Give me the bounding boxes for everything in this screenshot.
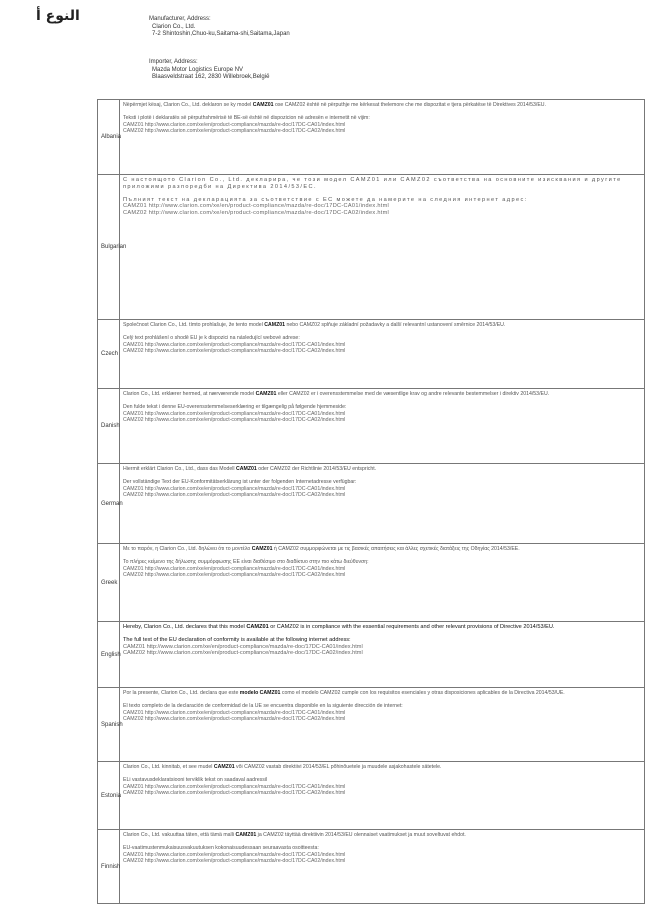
statement-text: ή CAMZ02 συμμορφώνεται με τις βασικές απαιτήσεις και άλλες σχετικές διατάξεις της Οδηγίας 2014/53/ΕΕ.: [272, 546, 520, 552]
compliance-link[interactable]: CAMZ01 http://www.clarion.com/xe/en/product-compliance/mazda/re-doc/17DC-CA01/index.html: [123, 643, 363, 650]
compliance-link[interactable]: CAMZ01 http://www.clarion.com/xe/en/product-compliance/mazda/re-doc/17DC-CA01/index.html: [123, 121, 346, 128]
compliance-link[interactable]: CAMZ02 http://www.clarion.com/xe/en/product-compliance/mazda/re-doc/17DC-CA02/index.html: [123, 650, 363, 657]
compliance-link[interactable]: CAMZ02 http://www.clarion.com/xe/en/product-compliance/mazda/re-doc/17DC-CA02/index.html: [123, 210, 390, 217]
declaration-statement: [123, 690, 641, 697]
statement-text: ja CAMZ02 täyttää direktiivin 2014/53/EU olennaiset vaatimukset ja muut soveltuvat ehdot.: [256, 832, 466, 838]
full-text-notice: Το πλήρες κείμενο της δήλωσης συμμόρφωσης ΕΕ είναι διαθέσιμο στο διαδίκτυο στην πιο κάτω διεύθυνση:: [123, 558, 369, 565]
declaration-text: [120, 389, 645, 464]
declaration-statement: [123, 466, 641, 473]
declaration-statement: [123, 102, 641, 109]
full-text-notice: El texto completo de la declaración de conformidad de la UE se encuentra disponible en la siguiente dirección de internet:: [123, 702, 403, 709]
manufacturer-address: 7-2 Shintoshin,Chuo-ku,Saitama-shi,Saitama,Japan: [152, 31, 290, 37]
model-name: CAMZ01: [213, 764, 235, 770]
compliance-link[interactable]: CAMZ01 http://www.clarion.com/xe/en/product-compliance/mazda/re-doc/17DC-CA01/index.html: [123, 485, 346, 492]
statement-text: Hiermit erklärt Clarion Co., Ltd., dass das Modell: [123, 466, 237, 472]
language-label: Estonia: [98, 762, 120, 830]
table-row: [98, 175, 645, 320]
language-label: Spanish: [98, 688, 120, 762]
full-text-notice: The full text of the EU declaration of conformity is available at the following internet address:: [123, 636, 351, 643]
full-text-notice: ELi vastavusdeklaratsiooni terviklik tekst on saadaval aadressil: [123, 776, 268, 783]
declaration-text: [120, 175, 645, 320]
declaration-statement: [123, 624, 641, 631]
declaration-text: [120, 830, 645, 904]
importer-block: [149, 59, 269, 82]
compliance-link[interactable]: CAMZ01 http://www.clarion.com/xe/en/product-compliance/mazda/re-doc/17DC-CA01/index.html: [123, 851, 346, 858]
manufacturer-heading: Manufacturer, Address:: [149, 16, 211, 22]
importer-address: Blaasveldstraat 162, 2830 Willebroek,België: [152, 74, 270, 80]
declaration-text: [120, 762, 645, 830]
language-label: Albania: [98, 100, 120, 175]
model-name: CAMZ01: [264, 322, 286, 328]
compliance-link[interactable]: CAMZ02 http://www.clarion.com/xe/en/product-compliance/mazda/re-doc/17DC-CA02/index.html: [123, 128, 346, 135]
manufacturer-name: Clarion Co., Ltd.: [152, 23, 196, 30]
full-text-notice: Den fulde tekst i denne EU-overensstemmelseserklæring er tilgængelig på følgende hjemmeside:: [123, 403, 347, 410]
manufacturer-block: [149, 16, 290, 39]
declaration-text: [120, 622, 645, 688]
table-row: [98, 688, 645, 762]
compliance-link[interactable]: CAMZ02 http://www.clarion.com/xe/en/product-compliance/mazda/re-doc/17DC-CA02/index.html: [123, 572, 346, 579]
full-text-notice: Celý text prohlášení o shodě EU je k dispozici na následující webové adrese:: [123, 334, 300, 341]
statement-text: Clarion Co., Ltd. kinnitab, et see mudel: [123, 764, 214, 770]
declaration-text: [120, 464, 645, 544]
language-label: English: [98, 622, 120, 688]
statement-text: Clarion Co., Ltd. erklærer hermed, at nærværende model: [123, 391, 256, 397]
compliance-link[interactable]: CAMZ01 http://www.clarion.com/xe/en/product-compliance/mazda/re-doc/17DC-CA01/index.html: [123, 341, 346, 348]
compliance-link[interactable]: CAMZ02 http://www.clarion.com/xe/en/product-compliance/mazda/re-doc/17DC-CA02/index.html: [123, 790, 346, 797]
compliance-link[interactable]: CAMZ02 http://www.clarion.com/xe/en/product-compliance/mazda/re-doc/17DC-CA02/index.html: [123, 858, 346, 865]
declaration-table: [97, 99, 645, 904]
compliance-link[interactable]: CAMZ01 http://www.clarion.com/xe/en/product-compliance/mazda/re-doc/17DC-CA01/index.html: [123, 203, 390, 210]
importer-heading: Importer, Address:: [149, 59, 198, 65]
table-row: [98, 320, 645, 389]
statement-text: Με το παρόν, η Clarion Co., Ltd. δηλώνει ότι το μοντέλο: [123, 546, 252, 552]
model-name: CAMZ01: [252, 102, 274, 108]
statement-text: Hereby, Clarion Co., Ltd. declares that this model: [123, 624, 247, 630]
statement-text: С настоящото Clarion Co., Ltd. декларира, че този модел CAMZ01 или CAMZ02 съответства на основните изисквания и другите приложими разпоредби на Директива 2014/53/ЕС.: [123, 177, 622, 190]
compliance-link[interactable]: CAMZ01 http://www.clarion.com/xe/en/product-compliance/mazda/re-doc/17DC-CA01/index.html: [123, 410, 346, 417]
table-row: [98, 544, 645, 622]
declaration-text: [120, 688, 645, 762]
statement-text: Nëpërmjet kësaj, Clarion Co., Ltd. deklaron se ky model: [123, 102, 253, 108]
statement-text: eller CAMZ02 er i overensstemmelse med de væsentlige krav og andre relevante bestemmelser i direktiv 2014/53/EU.: [276, 391, 550, 397]
statement-text: como el modelo CAMZ02 cumple con los requisitos esenciales y otras disposiciones aplicables de la Directiva 2014/53/UE.: [280, 690, 565, 696]
declaration-text: [120, 544, 645, 622]
table-row: [98, 762, 645, 830]
model-name: CAMZ01: [235, 832, 257, 838]
model-name: modelo CAMZ01: [239, 690, 281, 696]
compliance-link[interactable]: CAMZ01 http://www.clarion.com/xe/en/product-compliance/mazda/re-doc/17DC-CA01/index.html: [123, 565, 346, 572]
page-title: النوع أ: [36, 8, 80, 24]
declaration-statement: [123, 546, 641, 553]
statement-text: Clarion Co., Ltd. vakuuttaa täten, että tämä malli: [123, 832, 236, 838]
statement-text: oder CAMZ02 der Richtlinie 2014/53/EU entspricht.: [256, 466, 377, 472]
full-text-notice: EU-vaatimustenmukaisuusvakuutuksen kokonaisuudessaan seuraavasta osoitteesta:: [123, 844, 319, 851]
statement-text: nebo CAMZ02 splňuje základní požadavky a další relevantní ustanovení směrnice 2014/53/EU.: [285, 322, 506, 328]
model-name: CAMZ01: [246, 624, 269, 630]
compliance-link[interactable]: CAMZ01 http://www.clarion.com/xe/en/product-compliance/mazda/re-doc/17DC-CA01/index.html: [123, 783, 346, 790]
statement-text: Por la presente, Clarion Co., Ltd. declara que este: [123, 690, 240, 696]
model-name: CAMZ01: [236, 466, 257, 472]
table-row: [98, 464, 645, 544]
full-text-notice: Пълният текст на декларацията за съответствие с ЕС можете да намерите на следния интернет адрес:: [123, 196, 528, 203]
declaration-statement: [123, 764, 641, 771]
importer-name: Mazda Motor Logistics Europe NV: [152, 66, 244, 73]
declaration-statement: [123, 832, 641, 839]
statement-text: ose CAMZ02 është në përputhje me kërkesat thelemore che me dispozitat e tjera përkatëse të Direktives 2014/53/EU.: [273, 102, 546, 108]
declaration-text: [120, 100, 645, 175]
table-row: [98, 389, 645, 464]
language-label: Greek: [98, 544, 120, 622]
full-text-notice: Der vollständige Text der EU-Konformitätserklärung ist unter der folgenden Internetadresse verfügbar:: [123, 478, 357, 485]
model-name: CAMZ01: [251, 546, 273, 552]
statement-text: Společnost Clarion Co., Ltd. tímto prohlašuje, že tento model: [123, 322, 265, 328]
full-text-notice: Teksti i plotë i deklaratës së përputhshmërisë të BE-së është në dispozicion në adresën e internetit në vijim:: [123, 114, 370, 121]
declaration-statement: [123, 177, 641, 191]
declaration-text: [120, 320, 645, 389]
language-label: Danish: [98, 389, 120, 464]
statement-text: või CAMZ02 vastab direktiivi 2014/53/EL põhinõuetele ja muudele asjakohastele sätetele.: [234, 764, 442, 770]
compliance-link[interactable]: CAMZ02 http://www.clarion.com/xe/en/product-compliance/mazda/re-doc/17DC-CA02/index.html: [123, 492, 346, 499]
language-label: Bulgarian: [98, 175, 120, 320]
statement-text: or CAMZ02 is in compliance with the essential requirements and other relevant provisions of Directive 2014/53/EU.: [268, 624, 555, 630]
declaration-statement: [123, 322, 641, 329]
compliance-link[interactable]: CAMZ02 http://www.clarion.com/xe/en/product-compliance/mazda/re-doc/17DC-CA02/index.html: [123, 348, 346, 355]
compliance-link[interactable]: CAMZ02 http://www.clarion.com/xe/en/product-compliance/mazda/re-doc/17DC-CA02/index.html: [123, 417, 346, 424]
table-row: [98, 830, 645, 904]
language-label: German: [98, 464, 120, 544]
model-name: CAMZ01: [255, 391, 277, 397]
table-row: [98, 100, 645, 175]
compliance-link[interactable]: CAMZ01 http://www.clarion.com/xe/en/product-compliance/mazda/re-doc/17DC-CA01/index.html: [123, 709, 346, 716]
language-label: Finnish: [98, 830, 120, 904]
declaration-statement: [123, 391, 641, 398]
table-row: [98, 622, 645, 688]
compliance-link[interactable]: CAMZ02 http://www.clarion.com/xe/en/product-compliance/mazda/re-doc/17DC-CA02/index.html: [123, 716, 346, 723]
language-label: Czech: [98, 320, 120, 389]
